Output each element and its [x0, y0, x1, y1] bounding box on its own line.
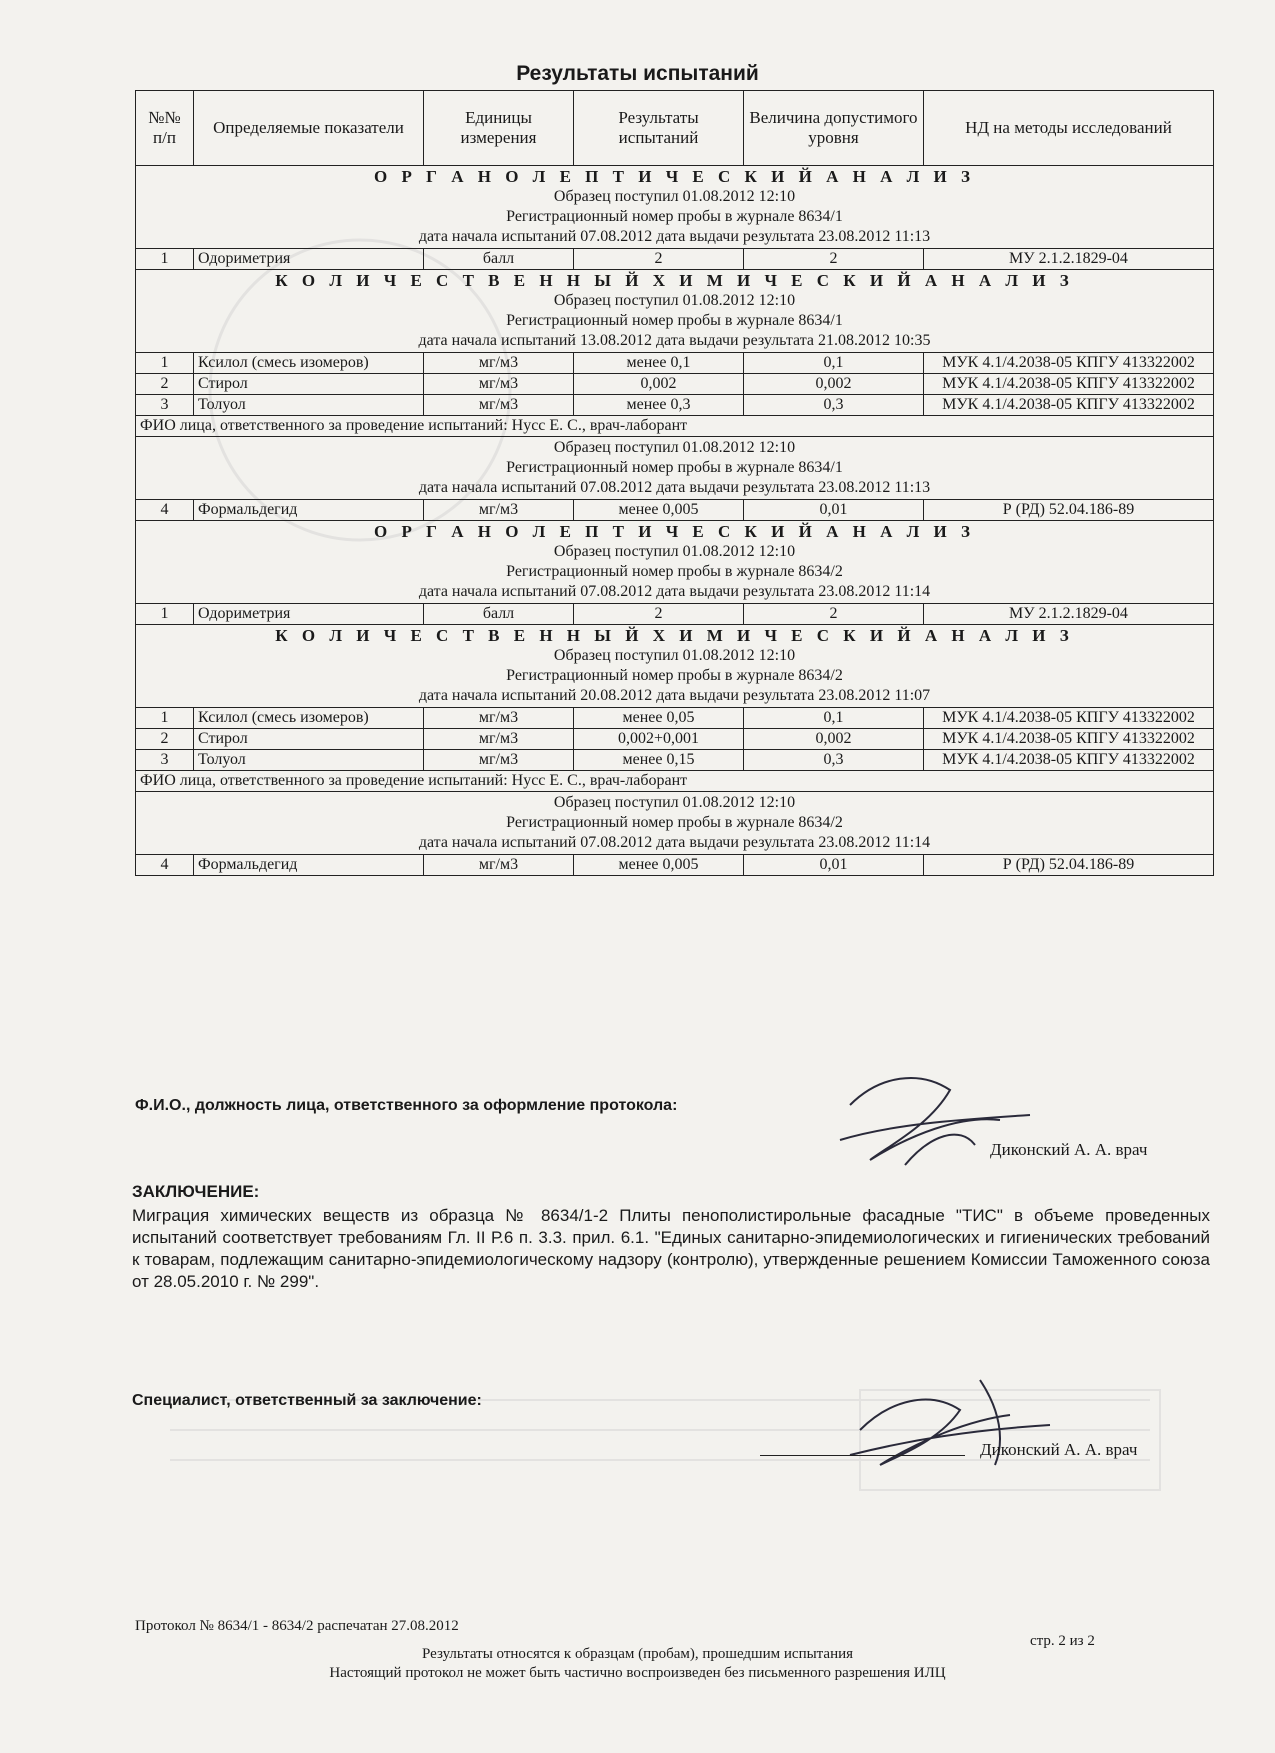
table-row	[136, 353, 1214, 374]
row-result: 2	[574, 249, 744, 270]
header-method: НД на методы исследований	[924, 91, 1214, 166]
row-result: 0,002	[574, 374, 744, 395]
registration-number: Регистрационный номер пробы в журнале 8634/2	[506, 814, 843, 831]
footer-note-1: Результаты относятся к образцам (пробам), прошедшим испытания	[421, 1646, 854, 1662]
conclusion-text: Миграция химических веществ из образца № 8634/1-2 Плиты пенополистирольные фасадные "ТИС" в объеме проведенных испытаний соответствует требованиям Гл. II Р.6 п. 3.3. прил. 6.1. "Единых санитарно-эпидемиологических и гигиенических требований к товарам, подлежащим санитарно-эпидемиологическому надзору (контролю), утвержденные решением Комиссии Таможенного союза от 28.05.2010 г. № 299".	[132, 1206, 1210, 1291]
protocol-responsible-name: Диконский А. А. врач	[990, 1140, 1148, 1159]
row-unit: мг/м3	[424, 395, 574, 416]
row-method: МУК 4.1/4.2038-05 КПГУ 413322002	[924, 750, 1214, 771]
row-indicator: Толуол	[194, 750, 424, 771]
section-header	[136, 792, 1214, 855]
row-indicator: Стирол	[194, 729, 424, 750]
specialist-name: Диконский А. А. врач	[980, 1440, 1138, 1459]
row-method: МУК 4.1/4.2038-05 КПГУ 413322002	[924, 353, 1214, 374]
row-unit: мг/м3	[424, 855, 574, 876]
row-indicator: Ксилол (смесь изомеров)	[194, 353, 424, 374]
responsible-row	[136, 416, 1214, 437]
section-header-row	[136, 166, 1214, 249]
row-indicator: Стирол	[194, 374, 424, 395]
table-row	[136, 500, 1214, 521]
row-limit: 0,01	[744, 500, 924, 521]
row-number: 1	[136, 708, 194, 729]
row-result: менее 0,05	[574, 708, 744, 729]
section-header-row	[136, 521, 1214, 604]
row-indicator: Ксилол (смесь изомеров)	[194, 708, 424, 729]
table-row	[136, 855, 1214, 876]
header-indicator: Определяемые показатели	[194, 91, 424, 166]
row-method: МУК 4.1/4.2038-05 КПГУ 413322002	[924, 374, 1214, 395]
section-header	[136, 270, 1214, 353]
row-indicator: Формальдегид	[194, 855, 424, 876]
test-dates: дата начала испытаний 07.08.2012 дата выдачи результата 23.08.2012 11:13	[418, 228, 931, 245]
signature-line	[760, 1455, 965, 1456]
row-unit: мг/м3	[424, 708, 574, 729]
sample-received: Образец поступил 01.08.2012 12:10	[553, 543, 796, 560]
analysis-type-heading: О Р Г А Н О Л Е П Т И Ч Е С К И Й А Н А Л И З	[374, 522, 975, 541]
row-limit: 0,002	[744, 374, 924, 395]
row-result: менее 0,3	[574, 395, 744, 416]
row-number: 1	[136, 353, 194, 374]
section-header	[136, 625, 1214, 708]
sample-received: Образец поступил 01.08.2012 12:10	[553, 647, 796, 664]
row-method: МУ 2.1.2.1829-04	[924, 604, 1214, 625]
row-unit: мг/м3	[424, 374, 574, 395]
row-limit: 0,3	[744, 395, 924, 416]
row-limit: 0,002	[744, 729, 924, 750]
row-method: МУ 2.1.2.1829-04	[924, 249, 1214, 270]
responsible-person: ФИО лица, ответственного за проведение испытаний: Нусс Е. С., врач-лаборант	[136, 771, 1214, 792]
test-dates: дата начала испытаний 13.08.2012 дата выдачи результата 21.08.2012 10:35	[418, 332, 931, 349]
row-unit: балл	[424, 604, 574, 625]
section-header-row	[136, 792, 1214, 855]
row-number: 3	[136, 395, 194, 416]
row-limit: 2	[744, 604, 924, 625]
conclusion-heading: ЗАКЛЮЧЕНИЕ:	[132, 1182, 260, 1201]
row-limit: 0,01	[744, 855, 924, 876]
table-row	[136, 374, 1214, 395]
results-table	[135, 90, 1214, 876]
header-limit: Величина допустимого уровня	[744, 91, 924, 166]
row-method: МУК 4.1/4.2038-05 КПГУ 413322002	[924, 729, 1214, 750]
table-row	[136, 750, 1214, 771]
row-unit: балл	[424, 249, 574, 270]
table-row	[136, 604, 1214, 625]
row-unit: мг/м3	[424, 500, 574, 521]
row-method: МУК 4.1/4.2038-05 КПГУ 413322002	[924, 395, 1214, 416]
row-result: менее 0,005	[574, 855, 744, 876]
sample-received: Образец поступил 01.08.2012 12:10	[553, 439, 796, 456]
row-number: 3	[136, 750, 194, 771]
test-dates: дата начала испытаний 07.08.2012 дата выдачи результата 23.08.2012 11:14	[418, 834, 931, 851]
protocol-responsible-label: Ф.И.О., должность лица, ответственного за оформление протокола:	[135, 1097, 678, 1114]
row-number: 4	[136, 500, 194, 521]
row-indicator: Толуол	[194, 395, 424, 416]
section-header-row	[136, 625, 1214, 708]
table-row	[136, 729, 1214, 750]
section-header-row	[136, 437, 1214, 500]
row-method: Р (РД) 52.04.186-89	[924, 500, 1214, 521]
sample-received: Образец поступил 01.08.2012 12:10	[553, 188, 796, 205]
section-header	[136, 166, 1214, 249]
row-indicator: Одориметрия	[194, 249, 424, 270]
row-unit: мг/м3	[424, 353, 574, 374]
footer-protocol: Протокол № 8634/1 - 8634/2 распечатан 27.08.2012	[135, 1618, 459, 1634]
test-dates: дата начала испытаний 07.08.2012 дата выдачи результата 23.08.2012 11:13	[418, 479, 931, 496]
responsible-row	[136, 771, 1214, 792]
table-row	[136, 249, 1214, 270]
row-result: менее 0,005	[574, 500, 744, 521]
header-num: №№ п/п	[136, 91, 194, 166]
registration-number: Регистрационный номер пробы в журнале 8634/1	[506, 312, 843, 329]
row-number: 1	[136, 249, 194, 270]
row-limit: 0,3	[744, 750, 924, 771]
section-header	[136, 521, 1214, 604]
sample-received: Образец поступил 01.08.2012 12:10	[553, 794, 796, 811]
row-result: менее 0,15	[574, 750, 744, 771]
analysis-type-heading: К О Л И Ч Е С Т В Е Н Н Ы Й Х И М И Ч Е С К И Й А Н А Л И З	[275, 626, 1074, 645]
row-unit: мг/м3	[424, 729, 574, 750]
specialist-label: Специалист, ответственный за заключение:	[132, 1392, 482, 1409]
row-indicator: Одориметрия	[194, 604, 424, 625]
responsible-person: ФИО лица, ответственного за проведение испытаний: Нусс Е. С., врач-лаборант	[136, 416, 1214, 437]
table-row	[136, 395, 1214, 416]
analysis-type-heading: К О Л И Ч Е С Т В Е Н Н Ы Й Х И М И Ч Е С К И Й А Н А Л И З	[275, 271, 1074, 290]
header-result: Результаты испытаний	[574, 91, 744, 166]
footer-page-number: стр. 2 из 2	[1030, 1633, 1095, 1649]
footer-note-2: Настоящий протокол не может быть частично воспроизведен без письменного разрешения ИЛЦ	[329, 1665, 946, 1681]
test-dates: дата начала испытаний 20.08.2012 дата выдачи результата 23.08.2012 11:07	[418, 687, 931, 704]
row-limit: 0,1	[744, 353, 924, 374]
row-result: менее 0,1	[574, 353, 744, 374]
sample-received: Образец поступил 01.08.2012 12:10	[553, 292, 796, 309]
section-header-row	[136, 270, 1214, 353]
row-limit: 0,1	[744, 708, 924, 729]
analysis-type-heading: О Р Г А Н О Л Е П Т И Ч Е С К И Й А Н А Л И З	[374, 167, 975, 186]
row-result: 0,002+0,001	[574, 729, 744, 750]
registration-number: Регистрационный номер пробы в журнале 8634/1	[506, 208, 843, 225]
row-unit: мг/м3	[424, 750, 574, 771]
row-number: 2	[136, 729, 194, 750]
row-number: 2	[136, 374, 194, 395]
row-result: 2	[574, 604, 744, 625]
row-method: МУК 4.1/4.2038-05 КПГУ 413322002	[924, 708, 1214, 729]
table-row	[136, 708, 1214, 729]
row-method: Р (РД) 52.04.186-89	[924, 855, 1214, 876]
section-header	[136, 437, 1214, 500]
row-indicator: Формальдегид	[194, 500, 424, 521]
page-title: Результаты испытаний	[516, 62, 759, 85]
row-limit: 2	[744, 249, 924, 270]
registration-number: Регистрационный номер пробы в журнале 8634/1	[506, 459, 843, 476]
table-header-row	[136, 91, 1214, 166]
header-units: Единицы измерения	[424, 91, 574, 166]
row-number: 1	[136, 604, 194, 625]
row-number: 4	[136, 855, 194, 876]
test-dates: дата начала испытаний 07.08.2012 дата выдачи результата 23.08.2012 11:14	[418, 583, 931, 600]
registration-number: Регистрационный номер пробы в журнале 8634/2	[506, 563, 843, 580]
registration-number: Регистрационный номер пробы в журнале 8634/2	[506, 667, 843, 684]
